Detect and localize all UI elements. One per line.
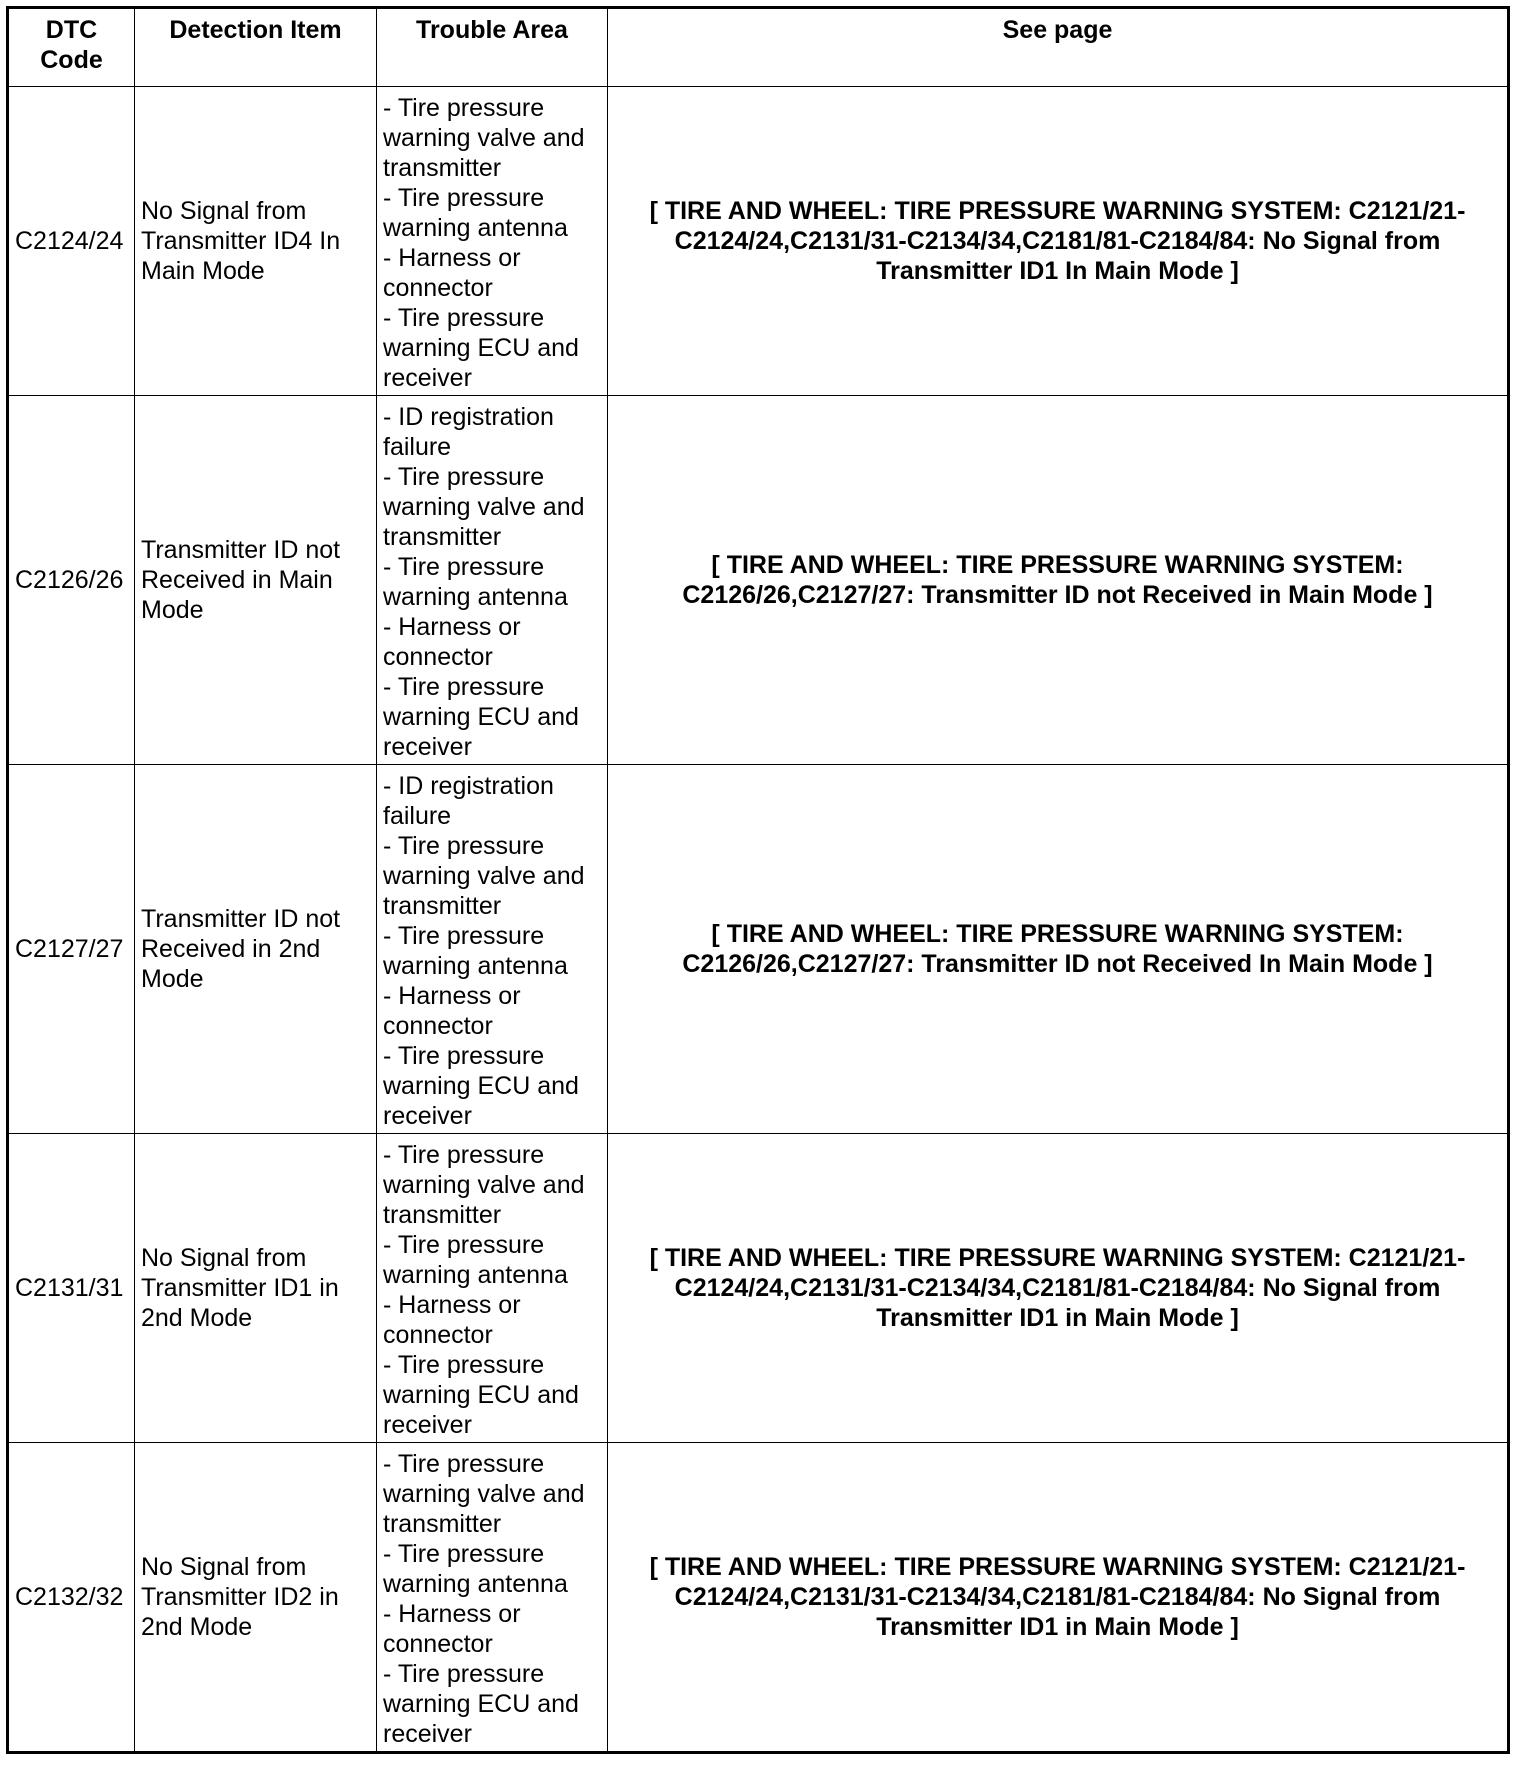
trouble-area-line: - Tire pressure warning antenna [383,922,568,980]
table-row [8,396,1509,765]
dtc-code-cell: C2127/27 [8,765,135,1134]
trouble-area-line: - Tire pressure warning antenna [383,184,568,242]
header-see-page: See page [608,8,1509,87]
see-page-cell [608,765,1509,1134]
trouble-area-line: - Harness or connector [383,613,521,671]
dtc-table [6,6,1510,1754]
see-page-link[interactable]: [ TIRE AND WHEEL: TIRE PRESSURE WARNING SYSTEM: C2126/26,C2127/27: Transmitter ID not Received In Main Mode ] [682,920,1433,978]
trouble-area-cell [377,1443,608,1753]
header-trouble-area: Trouble Area [377,8,608,87]
see-page-link[interactable]: [ TIRE AND WHEEL: TIRE PRESSURE WARNING SYSTEM: C2121/21-C2124/24,C2131/31-C2134/34,C2181/81-C2184/84: No Signal from Transmitter ID1 in Main Mode ] [649,1553,1466,1641]
trouble-area-line: - Tire pressure warning valve and transmitter [383,94,585,182]
table-row [8,87,1509,396]
see-page-link[interactable]: [ TIRE AND WHEEL: TIRE PRESSURE WARNING SYSTEM: C2126/26,C2127/27: Transmitter ID not Received in Main Mode ] [682,551,1433,609]
trouble-area-line: - ID registration failure [383,772,554,830]
see-page-cell [608,87,1509,396]
trouble-area-cell [377,396,608,765]
see-page-link[interactable]: [ TIRE AND WHEEL: TIRE PRESSURE WARNING SYSTEM: C2121/21-C2124/24,C2131/31-C2134/34,C2181/81-C2184/84: No Signal from Transmitter ID1 in Main Mode ] [649,1244,1466,1332]
detection-item-cell: No Signal from Transmitter ID1 in 2nd Mode [135,1134,377,1443]
trouble-area-cell [377,765,608,1134]
trouble-area-line: - Tire pressure warning ECU and receiver [383,1042,579,1130]
trouble-area-cell [377,87,608,396]
detection-item-cell: Transmitter ID not Received in Main Mode [135,396,377,765]
trouble-area-line: - Harness or connector [383,1600,521,1658]
trouble-area-line: - Tire pressure warning antenna [383,1540,568,1598]
trouble-area-line: - Tire pressure warning antenna [383,553,568,611]
trouble-area-line: - Tire pressure warning ECU and receiver [383,673,579,761]
trouble-area-line: - Tire pressure warning ECU and receiver [383,1351,579,1439]
trouble-area-line: - Tire pressure warning valve and transmitter [383,1450,585,1538]
detection-item-cell: Transmitter ID not Received in 2nd Mode [135,765,377,1134]
trouble-area-line: - Tire pressure warning antenna [383,1231,568,1289]
see-page-cell [608,1134,1509,1443]
table-header-row [8,8,1509,87]
see-page-cell [608,396,1509,765]
trouble-area-line: - Tire pressure warning ECU and receiver [383,1660,579,1748]
trouble-area-line: - Tire pressure warning valve and transmitter [383,1141,585,1229]
trouble-area-line: - Harness or connector [383,1291,521,1349]
header-detection-item: Detection Item [135,8,377,87]
dtc-code-cell: C2131/31 [8,1134,135,1443]
trouble-area-line: - Harness or connector [383,244,521,302]
table-row [8,1134,1509,1443]
dtc-code-cell: C2126/26 [8,396,135,765]
detection-item-cell: No Signal from Transmitter ID2 in 2nd Mode [135,1443,377,1753]
see-page-cell [608,1443,1509,1753]
table-row [8,765,1509,1134]
table-row [8,1443,1509,1753]
trouble-area-cell [377,1134,608,1443]
detection-item-cell: No Signal from Transmitter ID4 In Main Mode [135,87,377,396]
trouble-area-line: - Harness or connector [383,982,521,1040]
trouble-area-line: - Tire pressure warning valve and transmitter [383,463,585,551]
trouble-area-line: - Tire pressure warning ECU and receiver [383,304,579,392]
dtc-code-cell: C2124/24 [8,87,135,396]
see-page-link[interactable]: [ TIRE AND WHEEL: TIRE PRESSURE WARNING SYSTEM: C2121/21-C2124/24,C2131/31-C2134/34,C2181/81-C2184/84: No Signal from Transmitter ID1 In Main Mode ] [649,197,1466,285]
trouble-area-line: - ID registration failure [383,403,554,461]
header-dtc-code: DTC Code [8,8,135,87]
dtc-code-cell: C2132/32 [8,1443,135,1753]
trouble-area-line: - Tire pressure warning valve and transmitter [383,832,585,920]
